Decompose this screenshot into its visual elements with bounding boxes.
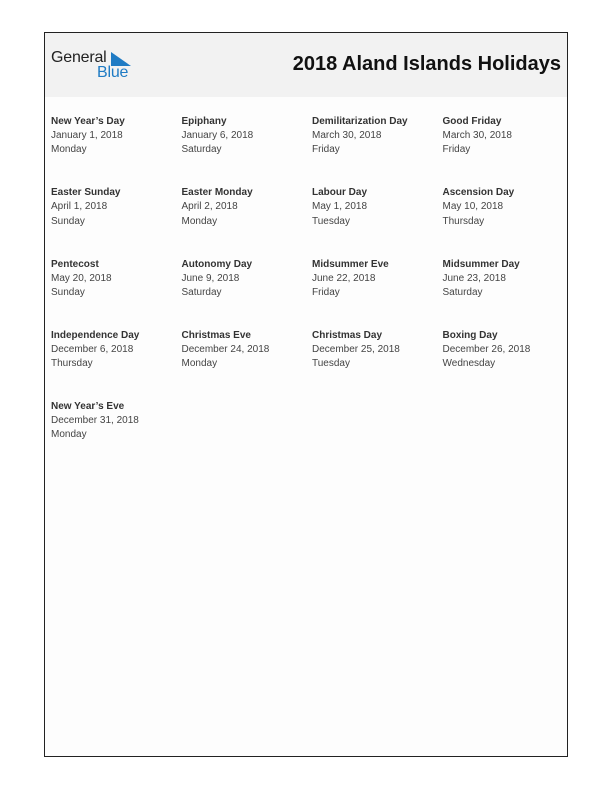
holiday-date: March 30, 2018 (442, 130, 512, 142)
holiday-item (182, 329, 313, 400)
holiday-day: Tuesday (312, 215, 350, 227)
holiday-day: Monday (181, 358, 218, 370)
holiday-date: June 22, 2018 (312, 272, 376, 284)
holiday-item (51, 400, 182, 471)
holiday-item (182, 186, 313, 257)
logo-text-general: General (51, 49, 107, 66)
holiday-date: May 1, 2018 (312, 201, 368, 213)
holiday-date: January 6, 2018 (181, 130, 254, 142)
holiday-day: Thursday (51, 358, 93, 370)
holiday-day: Friday (312, 144, 340, 156)
holiday-date: March 30, 2018 (312, 130, 382, 142)
holiday-day: Thursday (442, 215, 485, 227)
holiday-day: Friday (312, 286, 340, 298)
holiday-name: Christmas Day (312, 329, 383, 341)
logo-text-blue: Blue (97, 64, 129, 81)
holiday-name: Good Friday (442, 116, 502, 127)
holiday-date: May 20, 2018 (51, 272, 112, 284)
holiday-date: December 24, 2018 (181, 343, 270, 355)
holiday-date: June 9, 2018 (181, 272, 240, 284)
holiday-name: New Year’s Eve (51, 401, 125, 412)
holiday-name: Epiphany (181, 116, 227, 127)
holiday-day: Sunday (51, 215, 85, 227)
holiday-name: Midsummer Day (442, 258, 520, 270)
holiday-day: Saturday (181, 144, 222, 156)
page-header (45, 33, 567, 97)
holiday-name: Autonomy Day (181, 258, 253, 270)
holiday-item (51, 115, 182, 186)
holiday-day: Tuesday (312, 358, 350, 370)
holiday-item (312, 186, 443, 257)
holiday-date: December 26, 2018 (442, 343, 531, 355)
holiday-item (312, 115, 443, 186)
holiday-name: Christmas Eve (181, 329, 251, 341)
holiday-date: June 23, 2018 (442, 272, 506, 284)
holiday-item (443, 258, 568, 329)
holiday-name: Pentecost (51, 258, 99, 270)
generalblue-logo (51, 49, 141, 83)
holiday-page (44, 32, 568, 757)
holiday-date: May 10, 2018 (442, 201, 504, 213)
holiday-item (51, 186, 182, 257)
holiday-item (51, 258, 182, 329)
holiday-item (443, 186, 568, 257)
holiday-name: Independence Day (51, 329, 140, 341)
holiday-name: Easter Monday (181, 187, 253, 199)
holiday-item (312, 258, 443, 329)
holiday-item (312, 329, 443, 400)
holiday-day: Monday (51, 144, 87, 156)
holiday-item (51, 329, 182, 400)
holiday-name: New Year’s Day (51, 116, 125, 127)
holiday-name: Ascension Day (442, 187, 515, 199)
holiday-day: Saturday (181, 286, 222, 298)
holiday-name: Boxing Day (442, 329, 498, 341)
holiday-day: Sunday (51, 286, 85, 298)
holiday-item (182, 115, 313, 186)
page-title: 2018 Aland Islands Holidays (292, 53, 561, 75)
holiday-grid (51, 115, 567, 471)
holiday-item (443, 329, 568, 400)
holiday-day: Friday (442, 144, 471, 156)
holiday-date: April 2, 2018 (181, 201, 238, 213)
holiday-name: Midsummer Eve (312, 258, 389, 270)
holiday-date: December 6, 2018 (51, 343, 134, 355)
holiday-day: Monday (51, 429, 87, 441)
holiday-name: Easter Sunday (51, 187, 121, 199)
holiday-day: Monday (181, 215, 218, 227)
holiday-item (182, 258, 313, 329)
holiday-day: Wednesday (442, 358, 496, 370)
holiday-name: Labour Day (312, 187, 368, 199)
holiday-date: December 31, 2018 (51, 415, 139, 427)
holiday-date: April 1, 2018 (51, 201, 108, 213)
holiday-name: Demilitarization Day (312, 116, 408, 127)
holiday-day: Saturday (442, 286, 483, 298)
holiday-item (443, 115, 568, 186)
holiday-date: December 25, 2018 (312, 343, 400, 355)
holiday-date: January 1, 2018 (51, 130, 123, 142)
